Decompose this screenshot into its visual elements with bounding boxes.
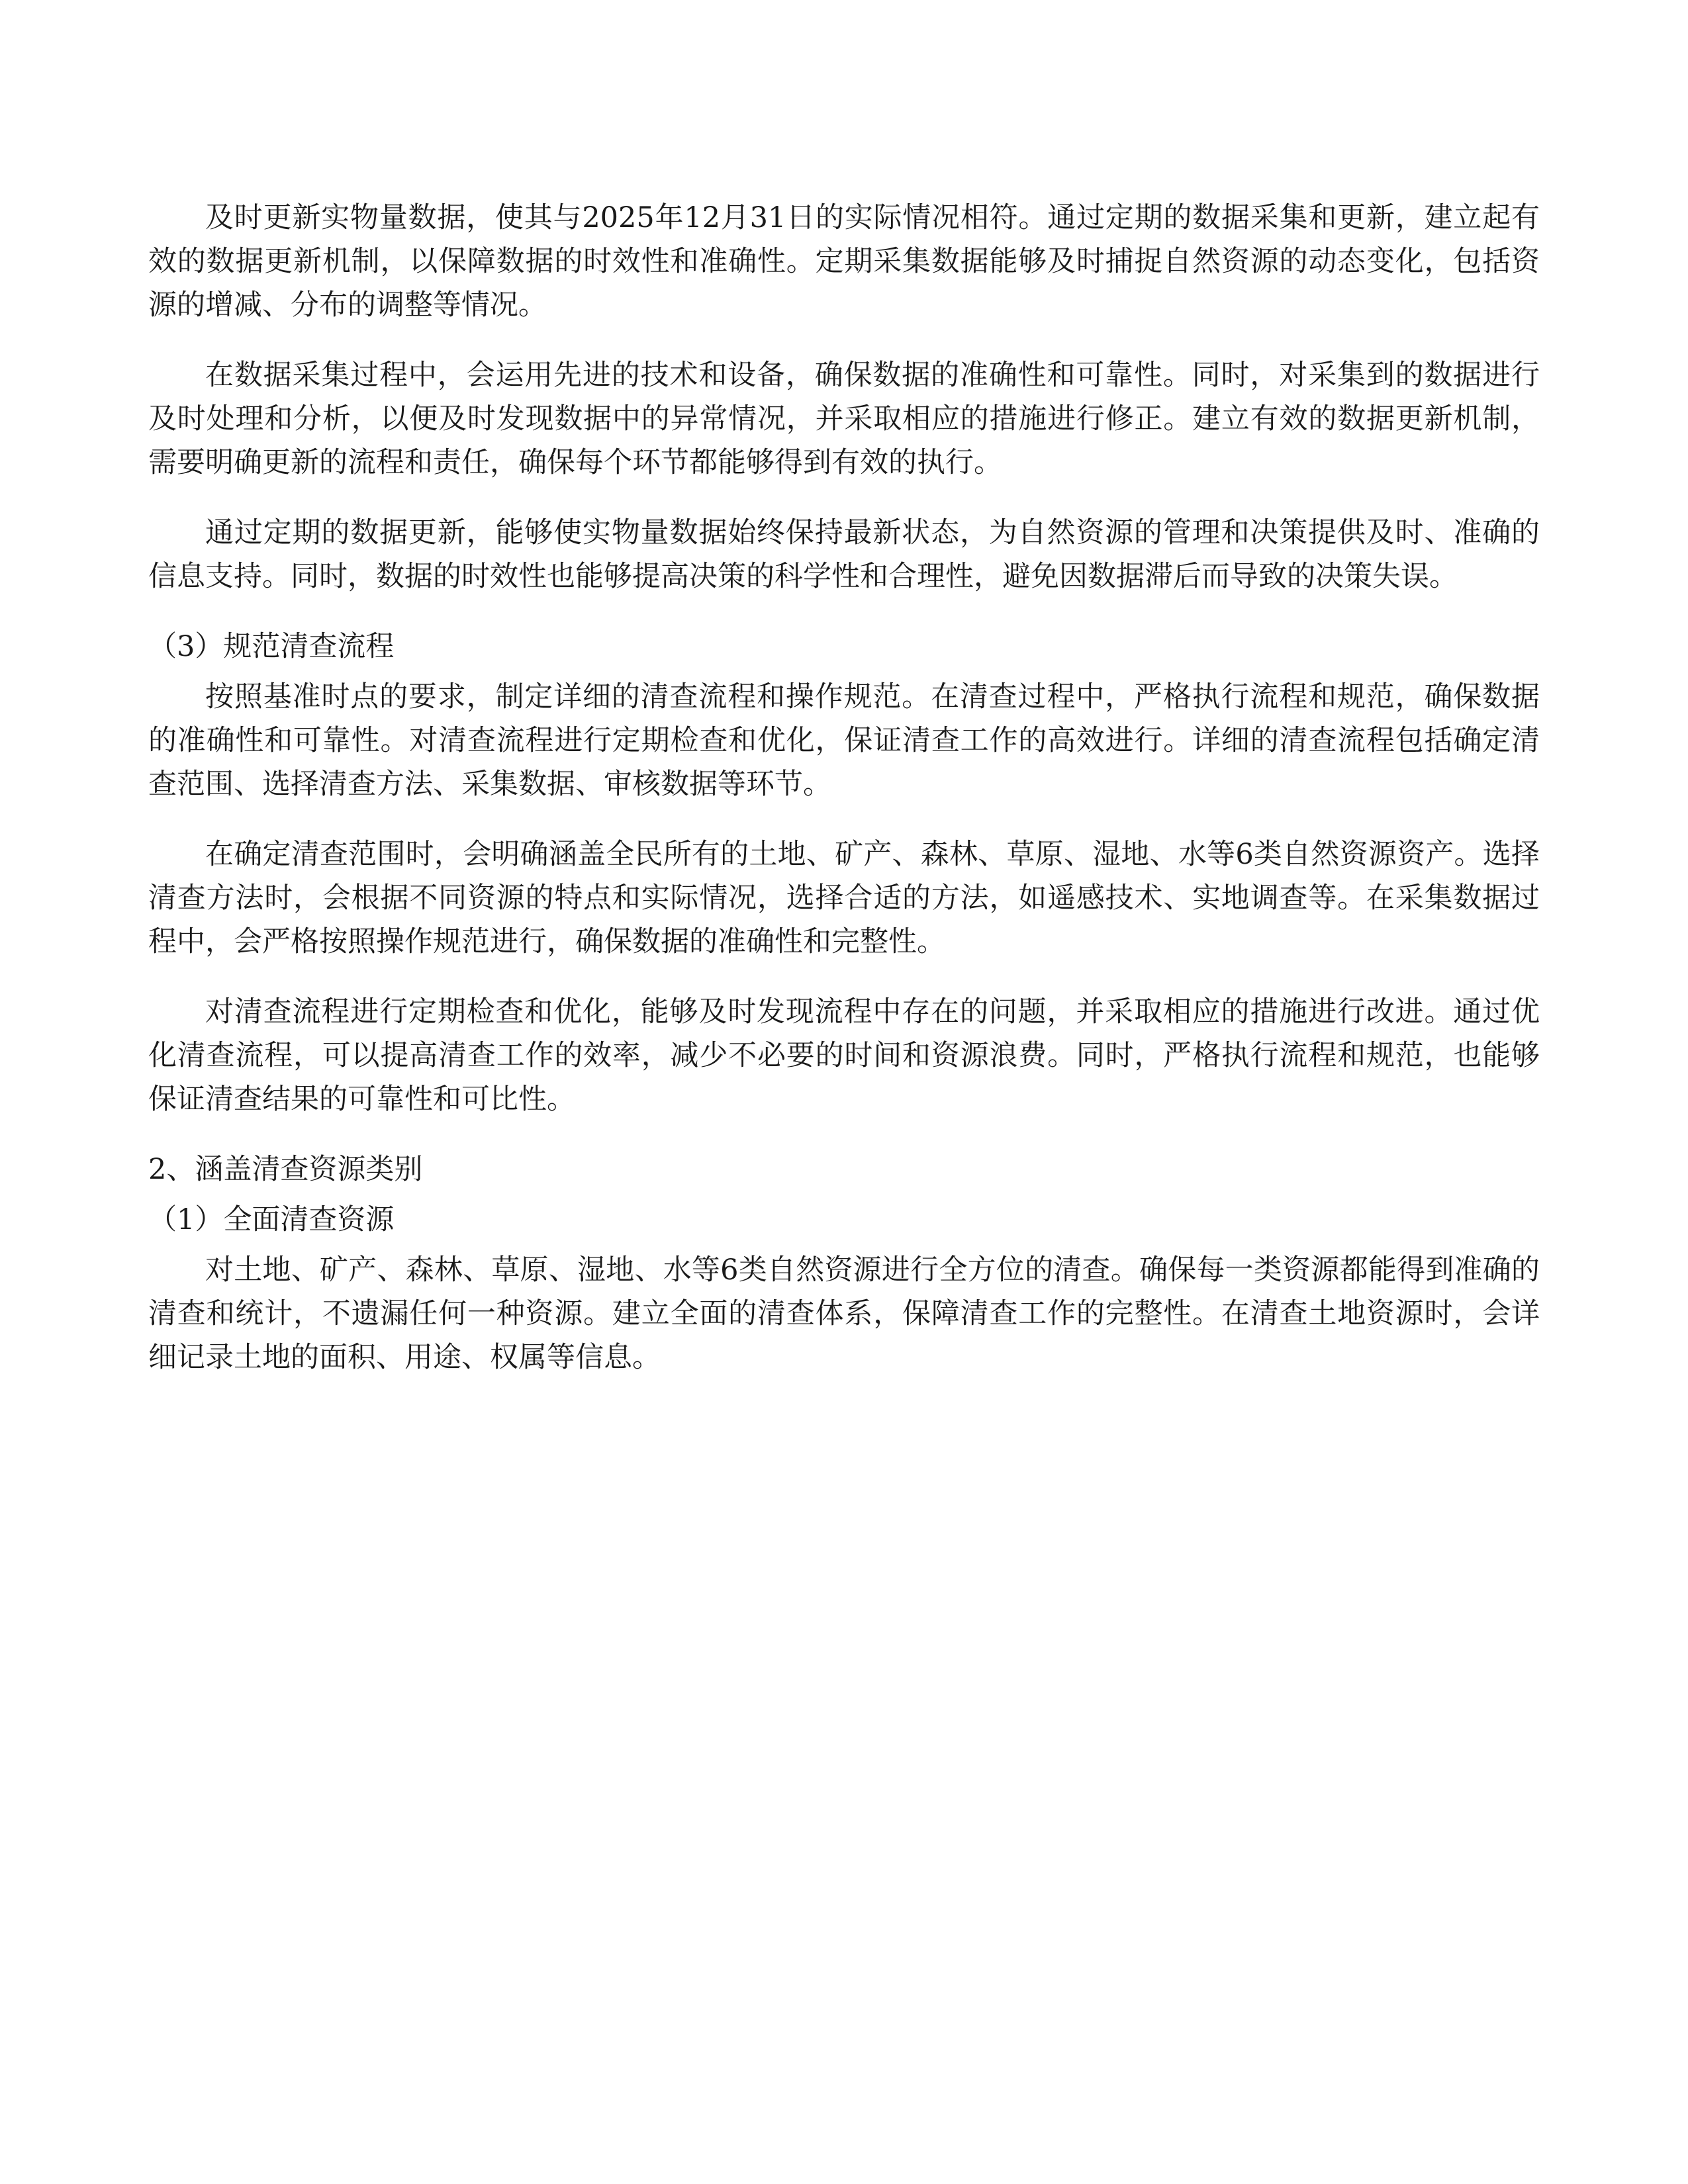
paragraph-data-update: 及时更新实物量数据，使其与2025年12月31日的实际情况相符。通过定期的数据采集和更新，建立起有效的数据更新机制，以保障数据的时效性和准确性。定期采集数据能够及时捕捉自然资源的动态变化，包括资源的增减、分布的调整等情况。: [148, 201, 1540, 322]
section-heading-resource-categories: 2、涵盖清查资源类别: [148, 1153, 423, 1186]
paragraph-optimization: 对清查流程进行定期检查和优化，能够及时发现流程中存在的问题，并采取相应的措施进行改进。通过优化清查流程，可以提高清查工作的效率，减少不必要的时间和资源浪费。同时，严格执行流程和规范，也能够保证清查结果的可靠性和可比性。: [148, 995, 1540, 1116]
document-page: [148, 196, 1540, 1379]
paragraph-timeliness: 通过定期的数据更新，能够使实物量数据始终保持最新状态，为自然资源的管理和决策提供及时、准确的信息支持。同时，数据的时效性也能够提高决策的科学性和合理性，避免因数据滞后而导致的决策失误。: [148, 516, 1540, 593]
section-heading-standardize-process: （3）规范清查流程: [148, 630, 395, 663]
subsection-heading-full-inventory: （1）全面清查资源: [148, 1203, 395, 1236]
paragraph-full-inventory: 对土地、矿产、森林、草原、湿地、水等6类自然资源进行全方位的清查。确保每一类资源都能得到准确的清查和统计，不遗漏任何一种资源。建立全面的清查体系，保障清查工作的完整性。在清查土地资源时，会详细记录土地的面积、用途、权属等信息。: [148, 1253, 1540, 1374]
paragraph-collection-process: 在数据采集过程中，会运用先进的技术和设备，确保数据的准确性和可靠性。同时，对采集到的数据进行及时处理和分析，以便及时发现数据中的异常情况，并采取相应的措施进行修正。建立有效的数据更新机制，需要明确更新的流程和责任，确保每个环节都能够得到有效的执行。: [148, 359, 1540, 479]
paragraph-process-spec: 按照基准时点的要求，制定详细的清查流程和操作规范。在清查过程中，严格执行流程和规范，确保数据的准确性和可靠性。对清查流程进行定期检查和优化，保证清查工作的高效进行。详细的清查流程包括确定清查范围、选择清查方法、采集数据、审核数据等环节。: [148, 680, 1540, 801]
paragraph-scope: 在确定清查范围时，会明确涵盖全民所有的土地、矿产、森林、草原、湿地、水等6类自然资源资产。选择清查方法时，会根据不同资源的特点和实际情况，选择合适的方法，如遥感技术、实地调查等。在采集数据过程中，会严格按照操作规范进行，确保数据的准确性和完整性。: [148, 838, 1540, 958]
